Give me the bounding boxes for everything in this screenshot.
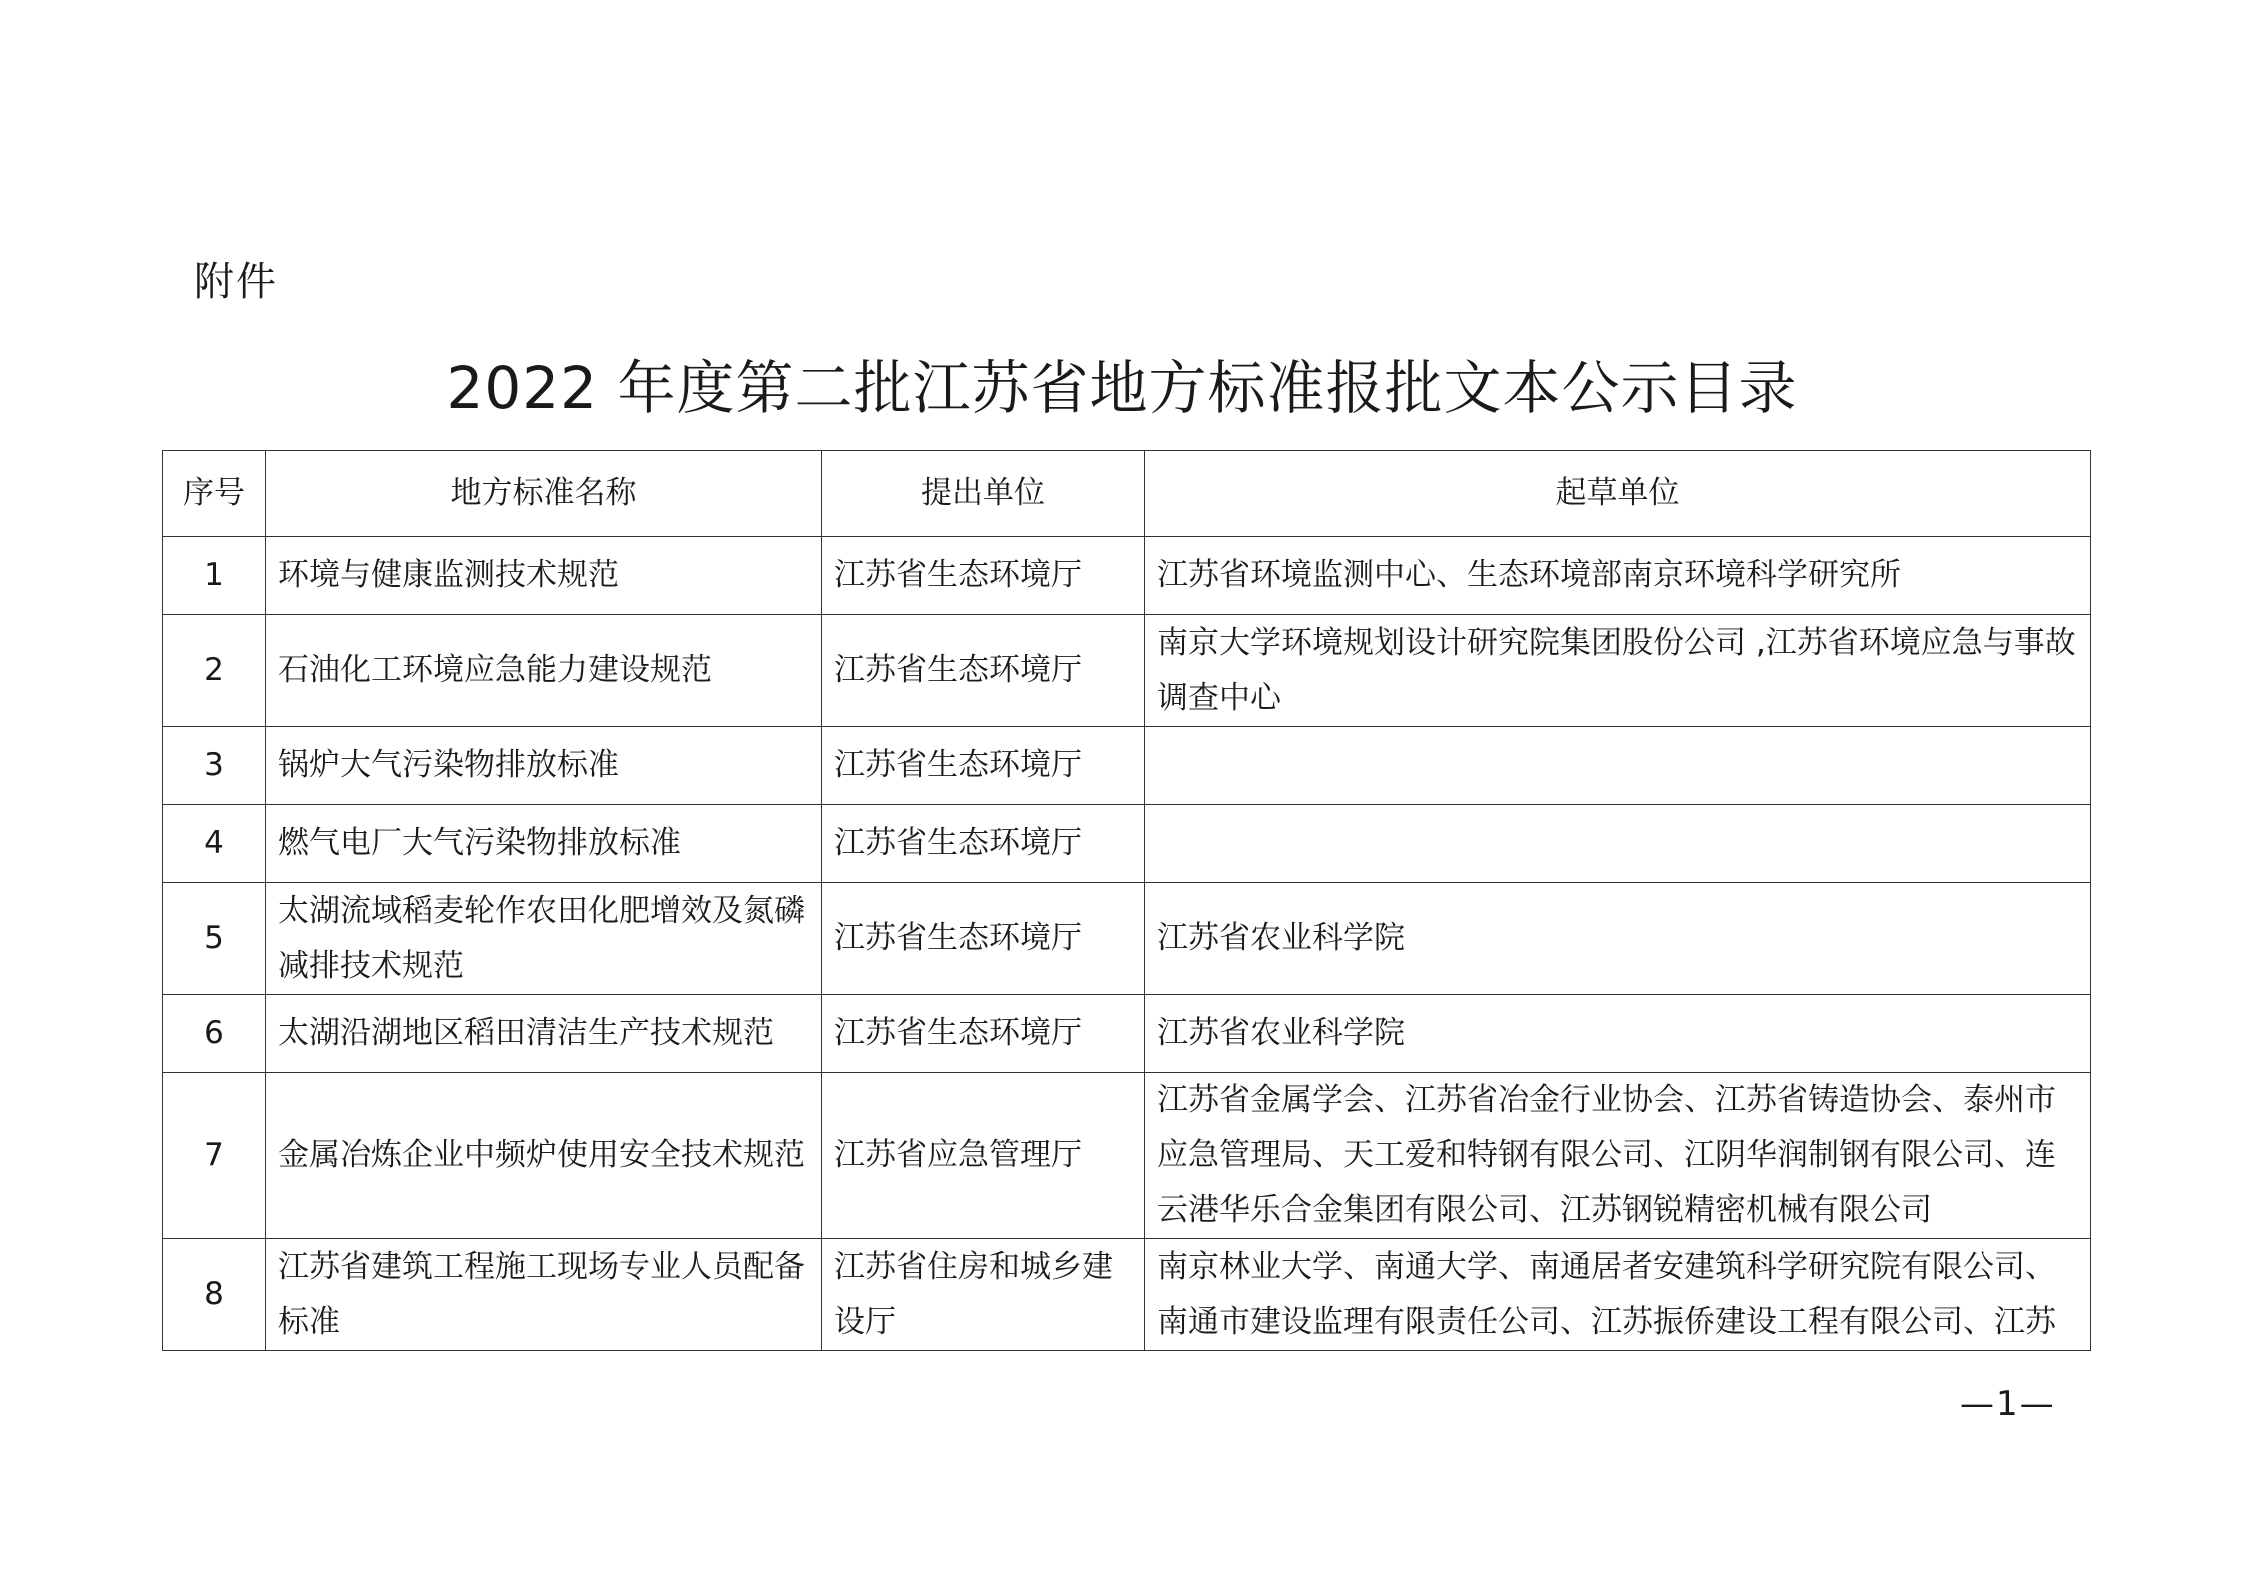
drafting-unit: 江苏省金属学会、江苏省冶金行业协会、江苏省铸造协会、泰州市应急管理局、天工爱和特钢有限公司、江阴华润制钢有限公司、连云港华乐合金集团有限公司、江苏钢锐精密机械有限公司 [1145, 1073, 2091, 1239]
proposing-unit: 江苏省住房和城乡建设厅 [822, 1239, 1145, 1351]
row-index: 2 [163, 615, 266, 727]
drafting-unit: 江苏省农业科学院 [1145, 995, 2091, 1073]
standard-name: 金属冶炼企业中频炉使用安全技术规范 [266, 1073, 822, 1239]
row-index: 1 [163, 537, 266, 615]
table-row [163, 805, 2091, 883]
table-row [163, 883, 2091, 995]
table-header-row [163, 451, 2091, 537]
standard-name: 太湖流域稻麦轮作农田化肥增效及氮磷减排技术规范 [266, 883, 822, 995]
table-row [163, 537, 2091, 615]
column-header-proposer: 提出单位 [822, 451, 1145, 537]
table-row [163, 995, 2091, 1073]
standard-name: 太湖沿湖地区稻田清洁生产技术规范 [266, 995, 822, 1073]
proposing-unit: 江苏省生态环境厅 [822, 995, 1145, 1073]
standard-name: 锅炉大气污染物排放标准 [266, 727, 822, 805]
standard-name: 江苏省建筑工程施工现场专业人员配备标准 [266, 1239, 822, 1351]
page-number: —1— [1960, 1384, 2056, 1424]
column-header-standard-name: 地方标准名称 [266, 451, 822, 537]
table-row [163, 1073, 2091, 1239]
attachment-label: 附件 [194, 259, 278, 305]
proposing-unit: 江苏省生态环境厅 [822, 805, 1145, 883]
row-index: 6 [163, 995, 266, 1073]
proposing-unit: 江苏省应急管理厅 [822, 1073, 1145, 1239]
drafting-unit [1145, 805, 2091, 883]
standards-catalog-table [162, 450, 2091, 1351]
proposing-unit: 江苏省生态环境厅 [822, 883, 1145, 995]
proposing-unit: 江苏省生态环境厅 [822, 615, 1145, 727]
column-header-index: 序号 [163, 451, 266, 537]
row-index: 5 [163, 883, 266, 995]
drafting-unit: 南京林业大学、南通大学、南通居者安建筑科学研究院有限公司、南通市建设监理有限责任公司、江苏振侨建设工程有限公司、江苏 [1145, 1239, 2091, 1351]
drafting-unit: 江苏省农业科学院 [1145, 883, 2091, 995]
proposing-unit: 江苏省生态环境厅 [822, 727, 1145, 805]
column-header-drafter: 起草单位 [1145, 451, 2091, 537]
row-index: 8 [163, 1239, 266, 1351]
standard-name: 环境与健康监测技术规范 [266, 537, 822, 615]
table-row [163, 727, 2091, 805]
document-title: 2022 年度第二批江苏省地方标准报批文本公示目录 [446, 354, 1798, 422]
table-row [163, 1239, 2091, 1351]
drafting-unit [1145, 727, 2091, 805]
drafting-unit: 江苏省环境监测中心、生态环境部南京环境科学研究所 [1145, 537, 2091, 615]
drafting-unit: 南京大学环境规划设计研究院集团股份公司 ,江苏省环境应急与事故调查中心 [1145, 615, 2091, 727]
proposing-unit: 江苏省生态环境厅 [822, 537, 1145, 615]
standard-name: 燃气电厂大气污染物排放标准 [266, 805, 822, 883]
row-index: 7 [163, 1073, 266, 1239]
row-index: 4 [163, 805, 266, 883]
table-row [163, 615, 2091, 727]
standard-name: 石油化工环境应急能力建设规范 [266, 615, 822, 727]
row-index: 3 [163, 727, 266, 805]
